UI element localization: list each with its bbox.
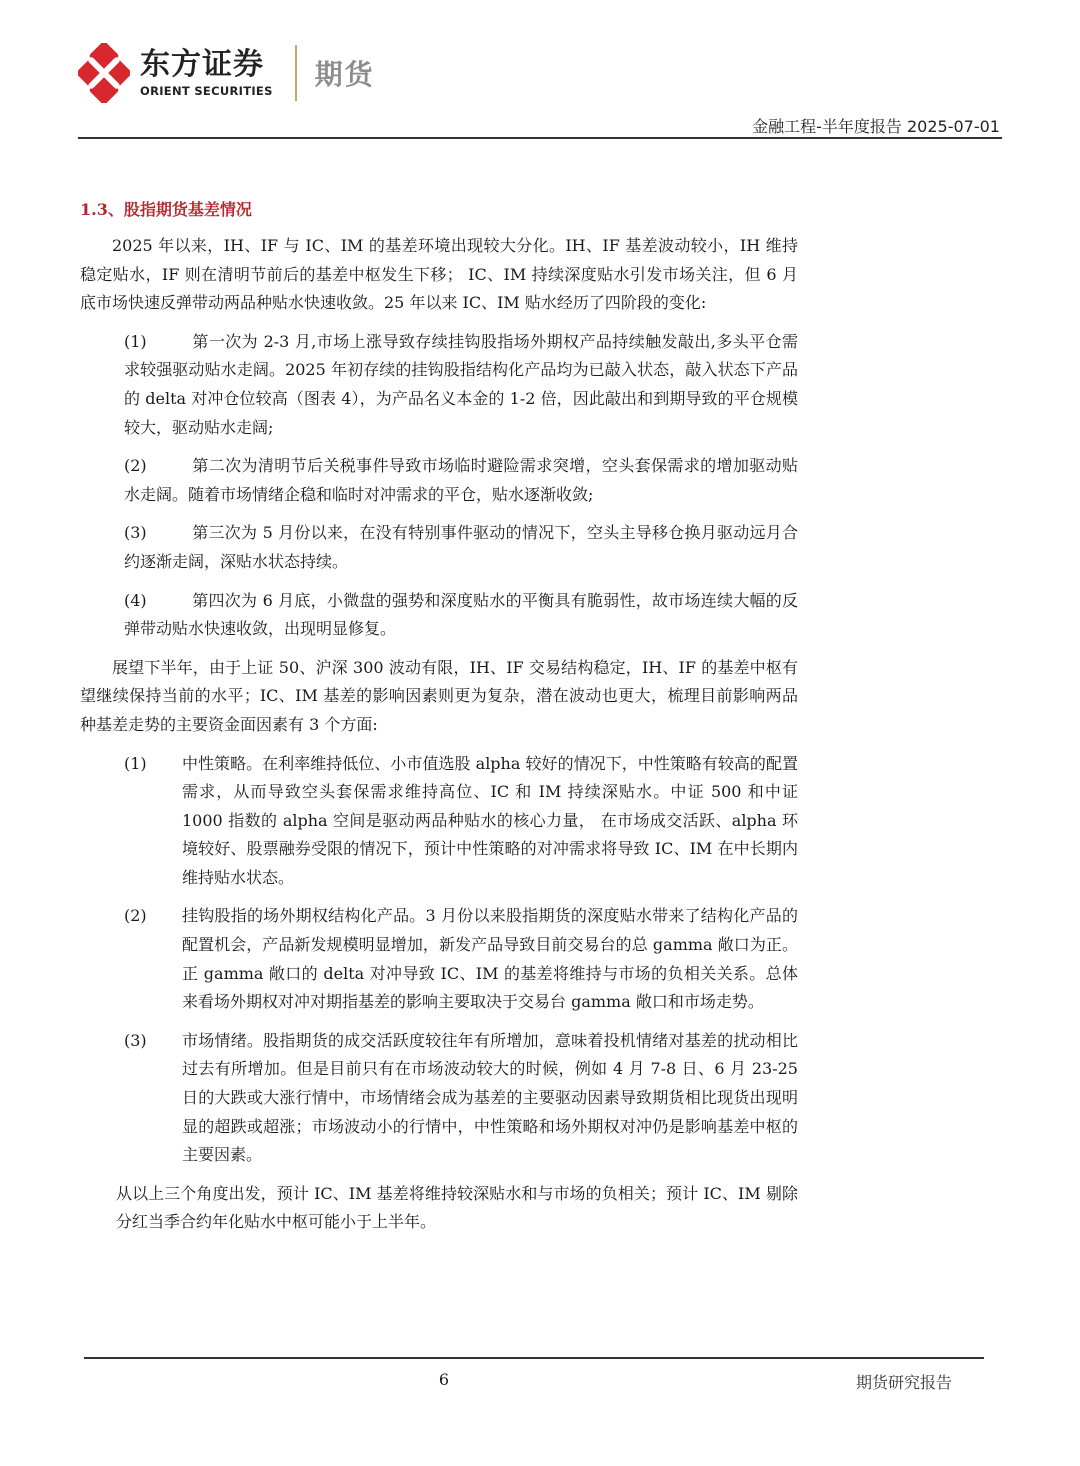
outlook-paragraph: 展望下半年，由于上证 50、沪深 300 波动有限，IH、IF 交易结构稳定，IH、IF 的基差中枢有望继续保持当前的水平；IC、IM 基差的影响因素则更为复杂，潜在波动也更大，梳理目前影响两品种基差走势的主要资金面因素有 3 个方面: <box>80 657 798 734</box>
list-item <box>80 1027 798 1170</box>
orient-logo-icon <box>78 43 130 103</box>
brand-logo <box>78 42 375 104</box>
list-item-number: (3) <box>124 1030 147 1050</box>
stage-number: (3) <box>124 523 147 543</box>
report-body <box>80 196 798 1237</box>
brand-name-cn: 东方证券 <box>140 47 264 82</box>
stage-text: 第二次为清明节后关税事件导致市场临时避险需求突增，空头套保需求的增加驱动贴水走阔。随着市场情绪企稳和临时对冲需求的平仓，贴水逐渐收敛; <box>124 456 798 504</box>
page-number: 6 <box>438 1370 450 1389</box>
stage-number: (2) <box>124 456 147 476</box>
list-item-text: 挂钩股指的场外期权结构化产品。3 月份以来股指期货的深度贴水带来了结构化产品的配置机会，产品新发规模明显增加，新发产品导致目前交易台的总 gamma 敞口为正。正 gamma 敞口的 delta 对冲导致 IC、IM 的基差将维持与市场的负相关关系。总体来看场外期权对冲对期指基差的影响主要取决于交易台 gamma 敞口和市场走势。 <box>182 906 798 1012</box>
brand-division: 期货 <box>314 58 375 91</box>
intro-paragraph: 2025 年以来，IH、IF 与 IC、IM 的基差环境出现较大分化。IH、IF 基差波动较小，IH 维持稳定贴水，IF 则在清明节前后的基差中枢发生下移； IC、IM 持续深度贴水引发市场关注，但 6 月底市场快速反弹带动两品种贴水快速收敛。25 年以来 IC、IM 贴水经历了四阶段的变化: <box>80 236 798 313</box>
list-item-number: (2) <box>124 906 147 926</box>
stage-text: 第四次为 6 月底，小微盘的强势和深度贴水的平衡具有脆弱性，故市场连续大幅的反弹带动贴水快速收敛，出现明显修复。 <box>124 590 798 639</box>
stage-paragraph <box>80 328 798 442</box>
factor-list <box>80 750 798 1170</box>
header-divider <box>78 137 1002 139</box>
footer-label: 期货研究报告 <box>855 1373 952 1392</box>
stage-paragraph <box>80 519 798 576</box>
stage-text: 第三次为 5 月份以来，在没有特别事件驱动的情况下，空头主导移仓换月驱动远月合约逐渐走阔，深贴水状态持续。 <box>124 523 798 571</box>
section-title: 1.3、股指期货基差情况 <box>80 200 252 219</box>
stage-text: 第一次为 2-3 月,市场上涨导致存续挂钩股指场外期权产品持续触发敲出,多头平仓需求较强驱动贴水走阔。2025 年初存续的挂钩股指结构化产品均为已敲入状态，敲入状态下产品的 delta 对冲仓位较高（图表 4），为产品名义本金的 1-2 倍，因此敲出和到期导致的平仓规模较大，驱动贴水走阔; <box>124 331 798 437</box>
list-item <box>80 750 798 893</box>
report-meta: 金融工程-半年度报告 2025-07-01 <box>752 117 1000 136</box>
list-item-text: 市场情绪。股指期货的成交活跃度较往年有所增加，意味着投机情绪对基差的扰动相比过去有所增加。但是目前只有在市场波动较大的时候，例如 4 月 7-8 日、6 月 23-25 日的大跌或大涨行情中，市场情绪会成为基差的主要驱动因素导致期货相比现货出现明显的超跌或超涨；市场波动小的行情中，中性策略和场外期权对冲仍是影响基差中枢的主要因素。 <box>182 1030 798 1165</box>
stage-paragraph <box>80 587 798 644</box>
stage-number: (4) <box>124 590 147 610</box>
stage-number: (1) <box>124 331 147 351</box>
footer-divider <box>84 1357 984 1359</box>
list-item-number: (1) <box>124 753 147 773</box>
brand-name-en: ORIENT SECURITIES <box>140 84 273 98</box>
list-item-text: 中性策略。在利率维持低位、小市值选股 alpha 较好的情况下，中性策略有较高的配置需求，从而导致空头套保需求维持高位、IC 和 IM 持续深贴水。中证 500 和中证 1000 指数的 alpha 空间是驱动两品种贴水的核心力量， 在市场成交活跃、alpha 环境较好、股票融券受限的情况下，预计中性策略的对冲需求将导致 IC、IM 在中长期内维持贴水状态。 <box>182 753 798 887</box>
list-item <box>80 902 798 1016</box>
stage-paragraph <box>80 452 798 509</box>
logo-divider <box>295 45 297 101</box>
conclusion-paragraph: 从以上三个角度出发，预计 IC、IM 基差将维持较深贴水和与市场的负相关；预计 IC、IM 剔除分红当季合约年化贴水中枢可能小于上半年。 <box>116 1183 798 1232</box>
